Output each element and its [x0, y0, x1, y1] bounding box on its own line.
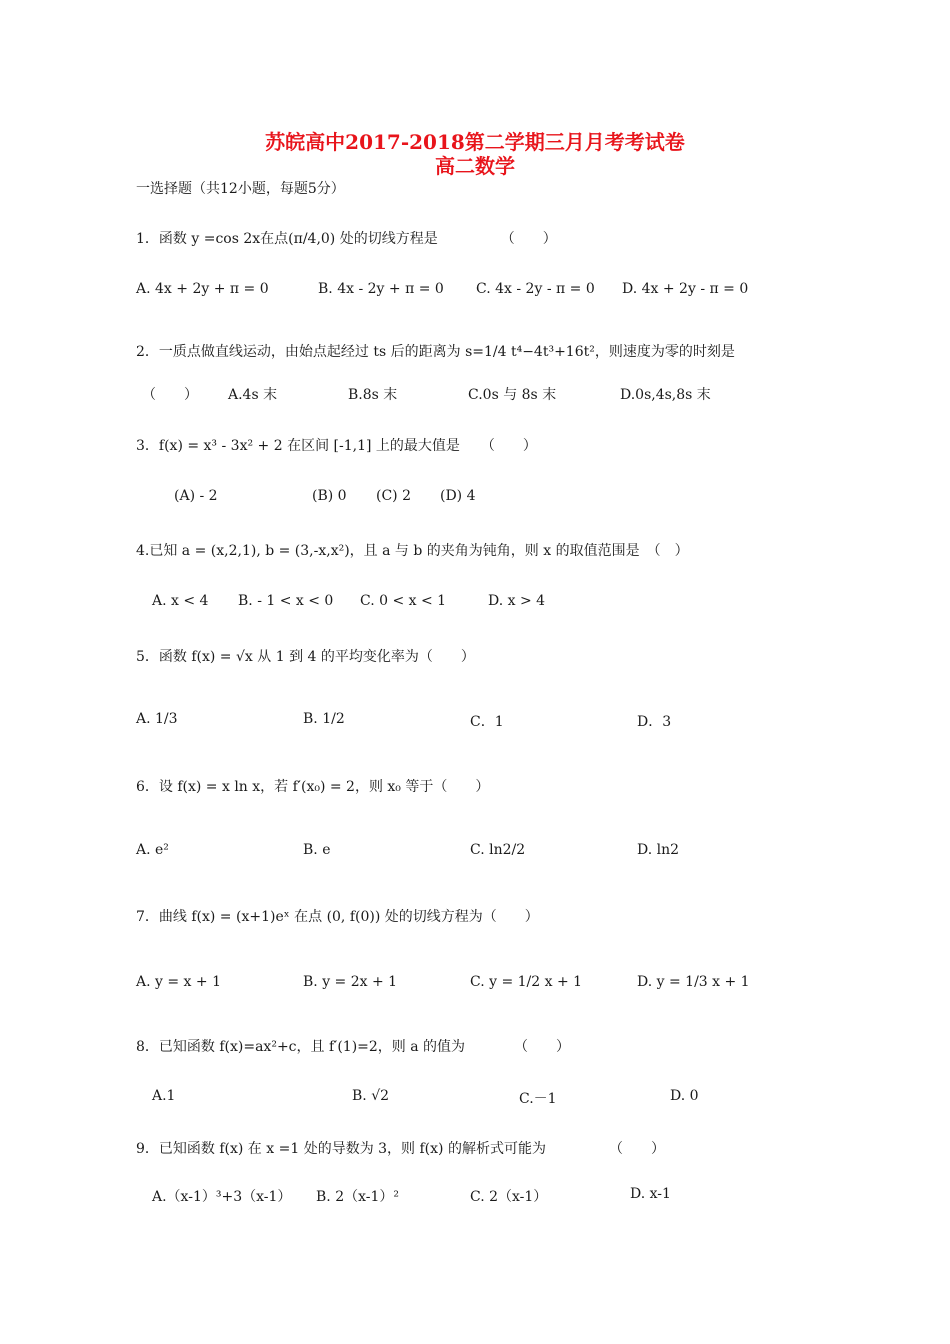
q8-option-c: C.－1 — [519, 1091, 557, 1107]
question-2-stem: 2．一质点做直线运动，由始点起经过 ts 后的距离为 s=1/4 t⁴−4t³+16t²，则速度为零的时刻是 — [136, 344, 735, 360]
q2-answer-blank: （ ） — [142, 387, 198, 403]
question-9-stem: 9．已知函数 f(x) 在 x =1 处的导数为 3，则 f(x) 的解析式可能为 （ ） — [136, 1141, 665, 1157]
q6-option-d: D. ln2 — [637, 842, 680, 858]
q3-option-c: (C) 2 — [376, 488, 411, 504]
question-1-text: 1．函数 y =cos 2x在点(π/4,0) 处的切线方程是 （ ） — [136, 231, 557, 247]
q2-option-c: C.0s 与 8s 末 — [468, 387, 557, 403]
q8-option-d: D. 0 — [670, 1088, 699, 1104]
q8-option-a: A.1 — [152, 1088, 176, 1104]
q5-option-b: B. 1/2 — [303, 711, 345, 727]
question-4-stem: 4.已知 a = (x,2,1), b = (3,-x,x²)，且 a 与 b 的夹角为钝角，则 x 的取值范围是 （ ） — [136, 543, 689, 559]
section-heading: 一选择题（共12小题，每题5分） — [136, 181, 345, 197]
q9-option-c: C. 2（x-1） — [470, 1189, 548, 1205]
q1-option-c: C. 4x - 2y - π = 0 — [476, 281, 595, 297]
q4-option-d: D. x > 4 — [488, 593, 546, 609]
q4-option-b: B. - 1 < x < 0 — [238, 593, 334, 609]
q8-option-b: B. √2 — [352, 1088, 390, 1104]
question-8-stem: 8．已知函数 f(x)=ax²+c，且 f′(1)=2，则 a 的值为 （ ） — [136, 1039, 571, 1055]
q6-option-b: B. e — [303, 842, 331, 858]
question-1-stem — [136, 228, 557, 248]
q1-option-d: D. 4x + 2y - π = 0 — [622, 281, 749, 297]
q9-option-b: B. 2（x-1）² — [316, 1189, 399, 1205]
question-5-stem: 5．函数 f(x) = √x 从 1 到 4 的平均变化率为（ ） — [136, 649, 475, 665]
q3-option-d: (D) 4 — [440, 488, 476, 504]
q5-option-a: A. 1/3 — [136, 711, 178, 727]
q5-option-c: C．1 — [470, 714, 504, 730]
q7-option-c: C. y = 1/2 x + 1 — [470, 974, 583, 990]
q2-option-b: B.8s 末 — [348, 387, 398, 403]
question-6-stem: 6．设 f(x) = x ln x，若 f′(x₀) = 2，则 x₀ 等于（ ） — [136, 779, 490, 795]
q9-option-d: D. x-1 — [630, 1186, 671, 1202]
q6-option-a: A. e² — [136, 842, 169, 858]
q4-option-a: A. x < 4 — [152, 593, 209, 609]
q2-option-a: A.4s 末 — [228, 387, 278, 403]
q7-option-a: A. y = x + 1 — [136, 974, 221, 990]
q2-option-d: D.0s,4s,8s 末 — [620, 387, 711, 403]
exam-title: 苏皖高中2017-2018第二学期三月月考考试卷 — [265, 130, 685, 154]
question-3-stem: 3．f(x) = x³ - 3x² + 2 在区间 [-1,1] 上的最大值是 （ ） — [136, 438, 537, 454]
q3-option-b: (B) 0 — [312, 488, 347, 504]
q5-option-d: D．3 — [637, 714, 672, 730]
question-7-stem: 7．曲线 f(x) = (x+1)eˣ 在点 (0, f(0)) 处的切线方程为（ ） — [136, 909, 539, 925]
q7-option-b: B. y = 2x + 1 — [303, 974, 398, 990]
q1-option-a: A. 4x + 2y + π = 0 — [136, 281, 269, 297]
q4-option-c: C. 0 < x < 1 — [360, 593, 447, 609]
q3-option-a: (A) - 2 — [174, 488, 218, 504]
q1-option-b: B. 4x - 2y + π = 0 — [318, 281, 444, 297]
q6-option-c: C. ln2/2 — [470, 842, 526, 858]
q9-option-a: A.（x-1）³+3（x-1） — [152, 1189, 292, 1205]
q7-option-d: D. y = 1/3 x + 1 — [637, 974, 750, 990]
exam-subtitle: 高二数学 — [435, 154, 515, 178]
